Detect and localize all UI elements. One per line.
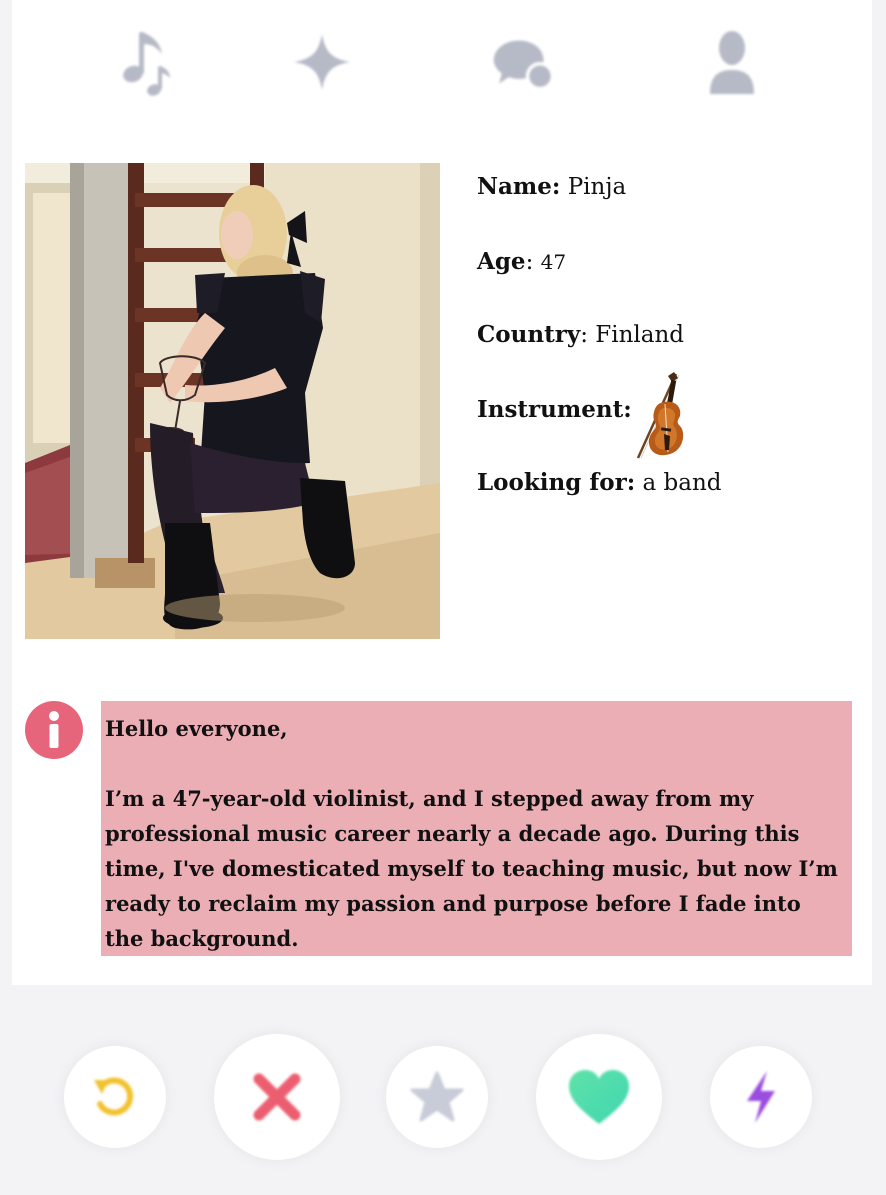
country-row	[477, 323, 684, 347]
like-button[interactable]	[536, 1034, 662, 1160]
top-nav	[12, 0, 872, 140]
person-icon	[706, 28, 758, 96]
music-note-icon	[116, 24, 172, 100]
star-icon	[409, 1069, 465, 1125]
bio-box	[101, 701, 852, 956]
bolt-icon	[741, 1069, 781, 1125]
info-badge	[25, 701, 83, 759]
name-label: Name:	[477, 173, 561, 200]
sparkle-icon	[290, 30, 354, 94]
age-value: 47	[540, 250, 567, 274]
nope-button[interactable]	[214, 1034, 340, 1160]
profile-card	[12, 0, 872, 985]
nav-music-button[interactable]	[112, 22, 176, 102]
info-icon	[25, 701, 83, 759]
rewind-button[interactable]	[64, 1046, 166, 1148]
profile-photo[interactable]	[25, 163, 440, 639]
super-like-button[interactable]	[386, 1046, 488, 1148]
violin-icon	[634, 370, 690, 462]
nav-chat-button[interactable]	[492, 22, 556, 102]
name-row	[477, 175, 626, 199]
country-value: Finland	[595, 322, 684, 348]
rewind-icon	[88, 1070, 142, 1124]
age-row	[477, 250, 566, 274]
age-label: Age	[477, 248, 526, 275]
instrument-row	[477, 370, 690, 462]
nav-sparkle-button[interactable]	[290, 22, 354, 102]
bio-text: I’m a 47-year-old violinist, and I stepped away from my professional music career nearly a decade ago. During this time, I've domesticated myself to teaching music, but now I’m ready to reclaim my passion and purpose before I fade into the background.	[105, 786, 838, 951]
country-colon: :	[580, 322, 588, 348]
nav-profile-button[interactable]	[700, 22, 764, 102]
looking-for-row	[477, 471, 722, 495]
name-value: Pinja	[567, 174, 627, 200]
age-colon: :	[525, 249, 534, 275]
instrument-label: Instrument:	[477, 396, 632, 423]
country-label: Country	[477, 321, 581, 348]
boost-button[interactable]	[710, 1046, 812, 1148]
looking-for-label: Looking for:	[477, 469, 636, 496]
chat-bubbles-icon	[492, 30, 556, 94]
looking-for-value: a band	[642, 470, 722, 496]
profile-photo-image	[25, 163, 440, 639]
heart-icon	[567, 1068, 631, 1126]
bio-greeting: Hello everyone,	[105, 716, 288, 741]
x-icon	[249, 1069, 305, 1125]
